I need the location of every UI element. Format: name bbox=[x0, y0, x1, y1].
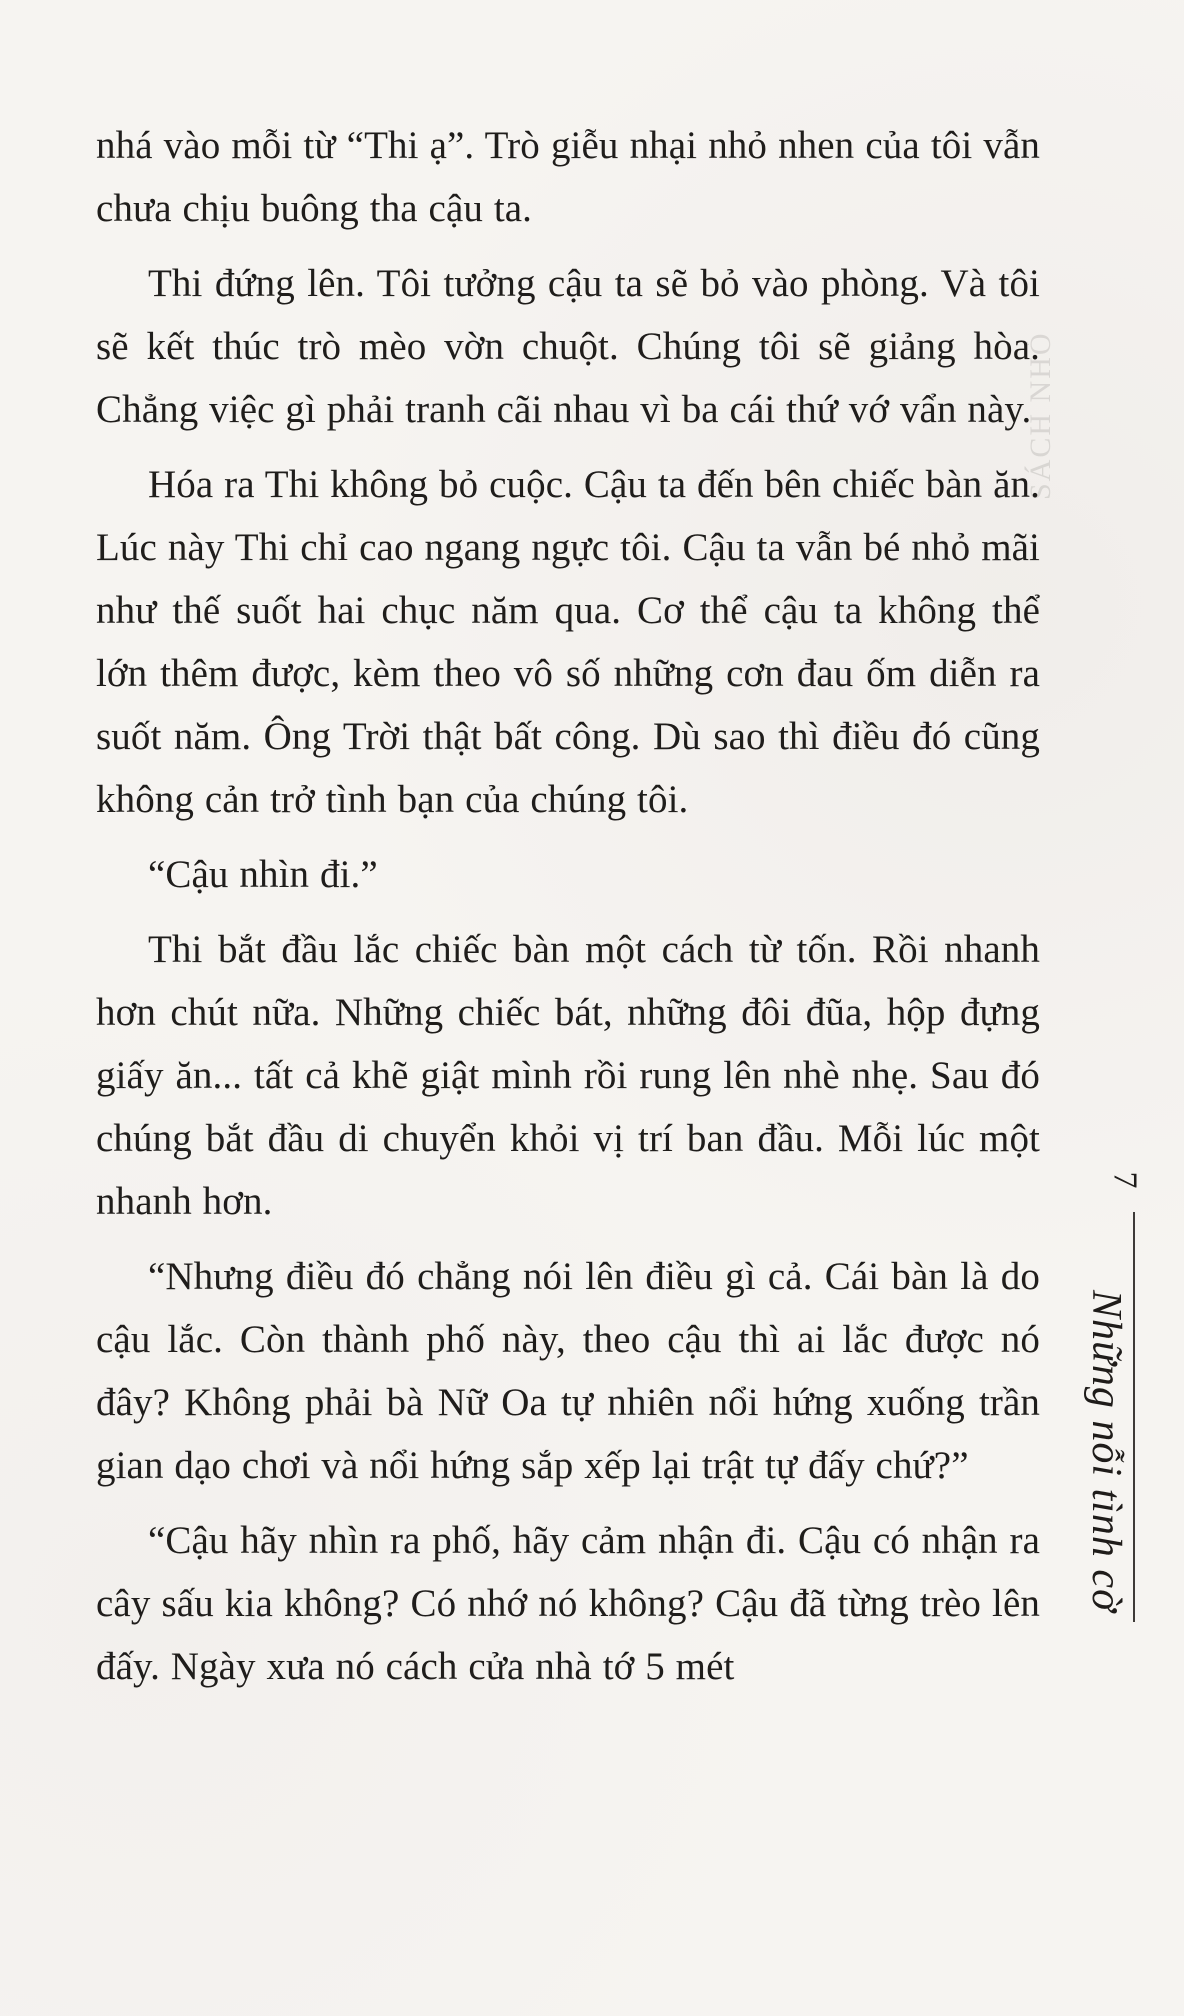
side-divider bbox=[1133, 1212, 1135, 1622]
paragraph-6: “Nhưng điều đó chẳng nói lên điều gì cả. Cái bàn là do cậu lắc. Còn thành phố này, theo cậu thì ai lắc được nó đây? Không phải bà Nữ Oa tự nhiên nổi hứng xuống trần gian dạo chơi và nổi hứng sắp xếp lại trật tự đấy chứ?” bbox=[96, 1255, 1040, 1487]
paragraph-3: Hóa ra Thi không bỏ cuộc. Cậu ta đến bên chiếc bàn ăn. Lúc này Thi chỉ cao ngang ngực tôi. Cậu ta vẫn bé nhỏ mãi như thế suốt hai chục năm qua. Cơ thể cậu ta không thể lớn thêm được, kèm theo vô số những cơn đau ốm diễn ra suốt năm. Ông Trời thật bất công. Dù sao thì điều đó cũng không cản trở tình bạn của chúng tôi. bbox=[96, 463, 1040, 821]
page-body bbox=[96, 114, 1040, 1698]
paragraph-1: nhá vào mỗi từ “Thi ạ”. Trò giễu nhại nhỏ nhen của tôi vẫn chưa chịu buông tha cậu ta. bbox=[96, 124, 1040, 230]
show-through-text: SÁCH NHỎ bbox=[1024, 331, 1057, 500]
running-title: Những nỗi tình cờ bbox=[1083, 1290, 1129, 1613]
paragraph-7: “Cậu hãy nhìn ra phố, hãy cảm nhận đi. Cậu có nhận ra cây sấu kia không? Có nhớ nó không? Cậu đã từng trèo lên đấy. Ngày xưa nó cách cửa nhà tớ 5 mét bbox=[96, 1519, 1040, 1688]
paragraph-5: Thi bắt đầu lắc chiếc bàn một cách từ tốn. Rồi nhanh hơn chút nữa. Những chiếc bát, những đôi đũa, hộp đựng giấy ăn... tất cả khẽ giật mình rồi rung lên nhè nhẹ. Sau đó chúng bắt đầu di chuyển khỏi vị trí ban đầu. Mỗi lúc một nhanh hơn. bbox=[96, 928, 1040, 1223]
page-number: 7 bbox=[1106, 1171, 1144, 1189]
paragraph-2: Thi đứng lên. Tôi tưởng cậu ta sẽ bỏ vào phòng. Và tôi sẽ kết thúc trò mèo vờn chuột. Chúng tôi sẽ giảng hòa. Chẳng việc gì phải tranh cãi nhau vì ba cái thứ vớ vẩn này. bbox=[96, 262, 1040, 431]
paragraph-4: “Cậu nhìn đi.” bbox=[148, 853, 378, 896]
